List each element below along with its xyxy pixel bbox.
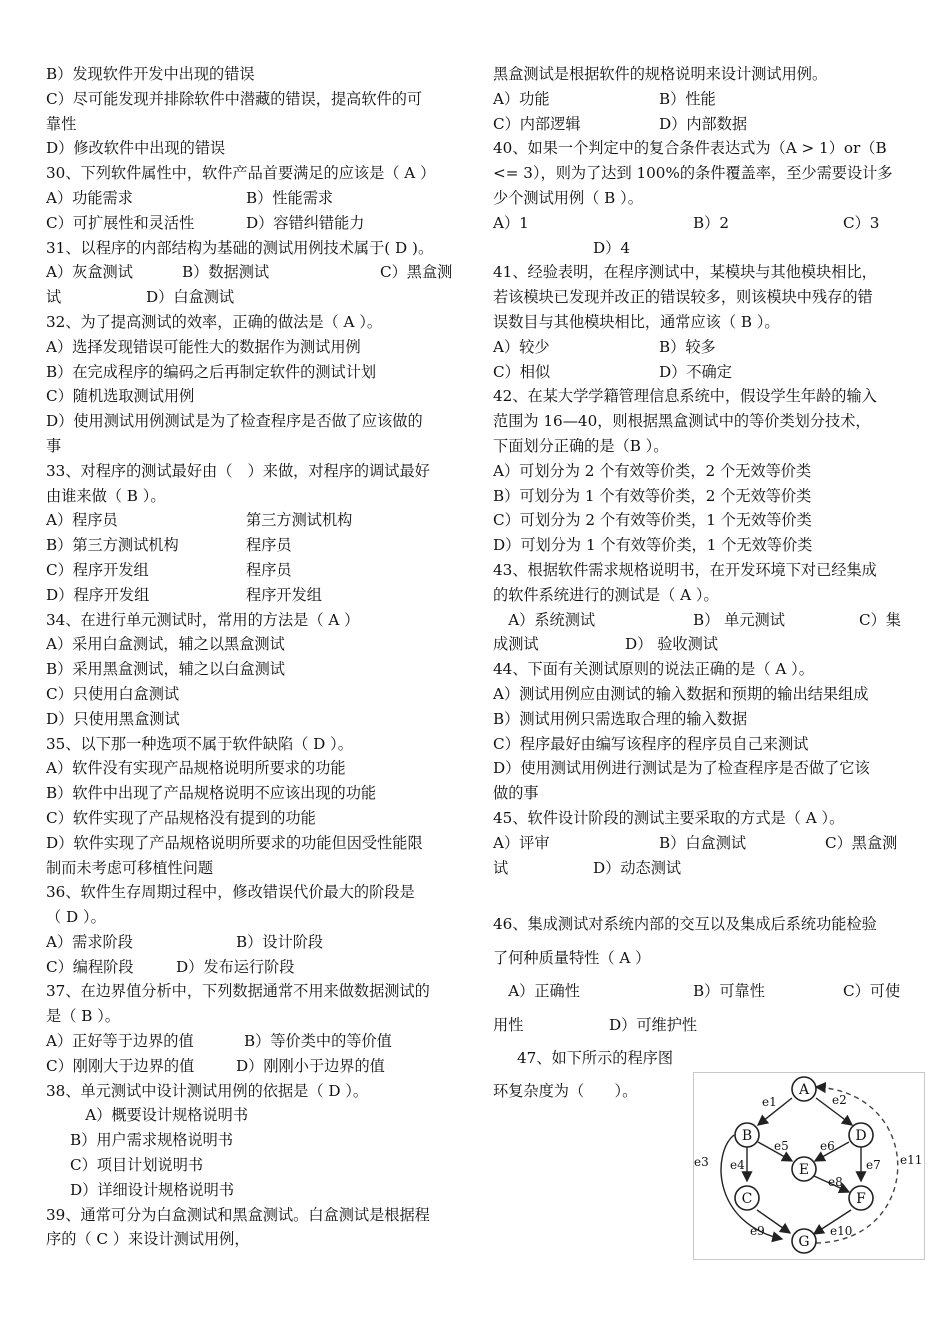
answer-option: A）功能需求 xyxy=(46,188,133,207)
answer-option: A）程序员 xyxy=(46,511,118,530)
answer-options-row xyxy=(493,831,911,856)
text-line: 黑盒测试是根据软件的规格说明来设计测试用例。 xyxy=(493,65,828,83)
text-line: B）在完成程序的编码之后再制定软件的测试计划 xyxy=(46,362,377,381)
text-line: C）项目计划说明书 xyxy=(70,1156,204,1175)
text-line: D）使用测试用例进行测试是为了检查程序是否做了它该 xyxy=(493,759,870,778)
text-line: 42、在某大学学籍管理信息系统中，假设学生年龄的输入 xyxy=(493,387,877,406)
answer-option: D）白盒测试 xyxy=(146,288,235,307)
edge-e7 xyxy=(861,1147,881,1181)
text-line: 35、以下那一种选项不属于软件缺陷（ D ）。 xyxy=(46,734,353,753)
text-line: 做的事 xyxy=(493,784,539,803)
text-line: B）用户需求规格说明书 xyxy=(70,1131,234,1150)
edge-label-e4: e4 xyxy=(730,1158,745,1172)
text-line: 32、为了提高测试的效率，正确的做法是（ A ）。 xyxy=(46,312,383,331)
answer-option: C）刚刚大于边界的值 xyxy=(46,1056,195,1075)
text-line: A）测试用例应由测试的输入数据和预期的输出结果组成 xyxy=(493,684,869,703)
node-b xyxy=(735,1123,759,1147)
answer-option: 第三方测试机构 xyxy=(246,511,353,530)
answer-options-row xyxy=(493,112,911,137)
edge-label-e6: e6 xyxy=(820,1139,835,1153)
answer-option: B）数据测试 xyxy=(182,263,270,282)
text-line: 少个测试用例（ B ）。 xyxy=(493,188,643,207)
answer-option: C）内部逻辑 xyxy=(493,114,581,133)
text-line: D）只使用黑盒测试 xyxy=(46,709,180,728)
edge-label-e3: e3 xyxy=(694,1155,709,1169)
answer-option: D）容错纠错能力 xyxy=(246,213,365,232)
svg-text:A: A xyxy=(798,1082,810,1098)
right-column xyxy=(493,62,911,1116)
text-line: <= 3），则为了达到 100%的条件覆盖率，至少需要设计多 xyxy=(493,164,893,183)
answer-option: C）程序开发组 xyxy=(46,560,149,579)
text-line: 39、通常可分为白盒测试和黑盒测试。白盒测试是根据程 xyxy=(46,1205,430,1224)
text-line: A）采用白盒测试，辅之以黑盒测试 xyxy=(46,635,285,654)
edge-label-e10: e10 xyxy=(830,1224,853,1238)
node-e xyxy=(792,1157,816,1181)
answer-options-row xyxy=(46,211,462,236)
program-graph-svg xyxy=(694,1073,924,1259)
answer-options-row xyxy=(46,1029,462,1054)
q47-line-2: 环复杂度为（ ）。 xyxy=(493,1082,638,1101)
text-line: A）概要设计规格说明书 xyxy=(70,1106,249,1125)
answer-option: A）正确性 xyxy=(493,982,580,1001)
answer-option: C）相似 xyxy=(493,362,551,381)
text-line: C）软件实现了产品规格没有提到的功能 xyxy=(46,808,316,827)
answer-option: 程序员 xyxy=(246,536,292,555)
text-line: C）可划分为 2 个有效等价类，1 个无效等价类 xyxy=(493,511,812,530)
answer-options-row xyxy=(46,260,462,285)
text-line: 靠性 xyxy=(46,114,77,133)
text-line: 了何种质量特性（ A ） xyxy=(493,948,651,967)
answer-option: A）系统测试 xyxy=(493,610,596,629)
q47-line-1: 47、如下所示的程序图 xyxy=(517,1049,674,1068)
svg-text:D: D xyxy=(855,1128,867,1144)
edge-e2 xyxy=(816,1093,852,1125)
text-line: D）使用测试用例测试是为了检查程序是否做了应该做的 xyxy=(46,412,423,431)
answer-option: C）可扩展性和灵活性 xyxy=(46,213,195,232)
answer-options-row xyxy=(493,975,911,1009)
answer-option: D）内部数据 xyxy=(659,114,748,133)
text-line: 是（ B ）。 xyxy=(46,1007,120,1026)
text-line: 36、软件生存周期过程中，修改错误代价最大的阶段是 xyxy=(46,883,415,902)
answer-option: 程序员 xyxy=(246,560,292,579)
answer-option: A）正好等于边界的值 xyxy=(46,1032,194,1051)
text-line: C）程序最好由编写该程序的程序员自己来测试 xyxy=(493,734,809,753)
text-line: 44、下面有关测试原则的说法正确的是（ A ）。 xyxy=(493,660,814,679)
answer-options-row xyxy=(46,558,462,583)
program-graph-figure xyxy=(693,1072,925,1260)
answer-option: 程序开发组 xyxy=(246,585,322,604)
text-line: 31、以程序的内部结构为基础的测试用例技术属于( D )。 xyxy=(46,238,434,257)
text-line: D）软件实现了产品规格说明所要求的功能但因受性能限 xyxy=(46,833,423,852)
answer-option: B）可靠性 xyxy=(693,982,765,1001)
answer-option: 成测试 xyxy=(493,635,539,654)
text-line: B）可划分为 1 个有效等价类，2 个无效等价类 xyxy=(493,486,812,505)
answer-option: D） 验收测试 xyxy=(625,635,718,654)
text-line: 30、下列软件属性中，软件产品首要满足的应该是（ A ） xyxy=(46,164,436,183)
text-line: 的软件系统进行的测试是（ A ）。 xyxy=(493,585,719,604)
text-line: A）选择发现错误可能性大的数据作为测试用例 xyxy=(46,337,361,356)
answer-options-row xyxy=(493,87,911,112)
edge-label-e11: e11 xyxy=(900,1153,923,1167)
answer-option: D）程序开发组 xyxy=(46,585,150,604)
answer-option: D）可维护性 xyxy=(609,1015,698,1034)
answer-option: B）2 xyxy=(693,213,730,232)
text-line: C）只使用白盒测试 xyxy=(46,684,180,703)
answer-options-row xyxy=(493,632,911,657)
answer-options-row xyxy=(493,1009,911,1043)
edge-e1 xyxy=(758,1095,792,1125)
text-line: 37、在边界值分析中，下列数据通常不用来做数据测试的 xyxy=(46,982,430,1001)
answer-option: D）4 xyxy=(593,238,631,257)
answer-option: B）等价类中的等价值 xyxy=(244,1032,392,1051)
answer-option: B）性能需求 xyxy=(246,188,334,207)
edge-e8 xyxy=(814,1175,849,1192)
answer-option: 试 xyxy=(46,288,62,307)
text-line: 事 xyxy=(46,436,62,455)
text-line: 范围为 16—40，则根据黑盒测试中的等价类划分技术， xyxy=(493,412,871,431)
svg-text:C: C xyxy=(741,1191,753,1207)
answer-options-row xyxy=(46,583,462,608)
text-line: 40、如果一个判定中的复合条件表达式为（A > 1）or（B xyxy=(493,139,887,158)
edge-e10 xyxy=(814,1210,852,1238)
svg-text:G: G xyxy=(798,1234,810,1250)
answer-option: D）不确定 xyxy=(659,362,732,381)
answer-option: C）黑盒测 xyxy=(380,263,453,282)
text-line: 38、单元测试中设计测试用例的依据是（ D ）。 xyxy=(46,1081,369,1100)
edge-label-e1: e1 xyxy=(762,1095,777,1109)
node-a xyxy=(792,1077,816,1101)
text-line: 46、集成测试对系统内部的交互以及集成后系统功能检验 xyxy=(493,915,877,934)
answer-option: B）设计阶段 xyxy=(236,932,324,951)
text-line: 41、经验表明，在程序测试中，某模块与其他模块相比， xyxy=(493,263,877,282)
answer-option xyxy=(493,236,593,261)
node-f xyxy=(849,1186,873,1210)
text-line: 若该模块已发现并改正的错误较多，则该模块中残存的错 xyxy=(493,288,873,307)
text-line: （ D ）。 xyxy=(46,908,106,927)
answer-options-row xyxy=(493,335,911,360)
answer-option: D）发布运行阶段 xyxy=(176,957,295,976)
edge-label-e9: e9 xyxy=(750,1224,765,1238)
edge-label-e8: e8 xyxy=(828,1175,843,1189)
answer-option: 试 xyxy=(493,858,509,877)
edge-e9 xyxy=(750,1210,790,1238)
answer-option: A）需求阶段 xyxy=(46,932,133,951)
spacer xyxy=(493,880,911,908)
edge-label-e7: e7 xyxy=(866,1158,881,1172)
answer-option: D）刚刚小于边界的值 xyxy=(236,1056,385,1075)
text-line: C）尽可能发现并排除软件中潜藏的错误，提高软件的可 xyxy=(46,89,423,108)
text-line: 34、在进行单元测试时，常用的方法是（ A ） xyxy=(46,610,360,629)
edge-label-e2: e2 xyxy=(832,1093,847,1107)
answer-option: B）白盒测试 xyxy=(659,833,747,852)
left-column xyxy=(46,62,462,1252)
answer-option: C）黑盒测 xyxy=(825,833,898,852)
answer-options-row xyxy=(493,211,911,236)
edge-e3 xyxy=(694,1135,782,1239)
text-line: 制而未考虑可移植性问题 xyxy=(46,858,214,877)
text-line: A）可划分为 2 个有效等价类，2 个无效等价类 xyxy=(493,461,812,480)
text-line: B）软件中出现了产品规格说明不应该出现的功能 xyxy=(46,784,377,803)
answer-options-row xyxy=(493,360,911,385)
text-line: B）发现软件开发中出现的错误 xyxy=(46,65,255,83)
text-line: D）可划分为 1 个有效等价类，1 个无效等价类 xyxy=(493,536,813,555)
answer-option: B）较多 xyxy=(659,337,716,356)
answer-options-row xyxy=(46,508,462,533)
text-line: 45、软件设计阶段的测试主要采取的方式是（ A ）。 xyxy=(493,808,845,827)
node-g xyxy=(792,1229,816,1253)
text-line: C）随机选取测试用例 xyxy=(46,387,195,406)
answer-option: C）可使 xyxy=(843,982,901,1001)
edge-e6 xyxy=(815,1139,849,1161)
text-line: 由谁来做（ B ）。 xyxy=(46,486,166,505)
answer-options-row xyxy=(46,285,462,310)
text-line: 下面划分正确的是（B ）。 xyxy=(493,436,669,455)
answer-option: C）编程阶段 xyxy=(46,957,134,976)
answer-options-row xyxy=(493,608,911,633)
edge-label-e5: e5 xyxy=(774,1139,789,1153)
node-c xyxy=(735,1186,759,1210)
node-d xyxy=(849,1123,873,1147)
svg-text:E: E xyxy=(798,1162,810,1178)
answer-option: A）评审 xyxy=(493,833,550,852)
text-line: D）修改软件中出现的错误 xyxy=(46,139,226,158)
answer-option: B）第三方测试机构 xyxy=(46,536,179,555)
text-line: 33、对程序的测试最好由（ ）来做，对程序的调试最好 xyxy=(46,461,430,480)
answer-options-row xyxy=(46,186,462,211)
text-line: 序的（ C ）来设计测试用例， xyxy=(46,1230,250,1249)
answer-options-row xyxy=(46,533,462,558)
answer-option: C）3 xyxy=(843,213,880,232)
answer-options-row xyxy=(493,236,911,261)
answer-option: A）较少 xyxy=(493,337,550,356)
answer-option: 用性 xyxy=(493,1015,524,1034)
answer-option: A）灰盒测试 xyxy=(46,263,133,282)
answer-option: A）功能 xyxy=(493,89,550,108)
answer-option: C）集 xyxy=(859,610,901,629)
answer-option: A）1 xyxy=(493,213,529,232)
svg-text:B: B xyxy=(741,1128,753,1144)
answer-options-row xyxy=(46,1054,462,1079)
answer-option: B） 单元测试 xyxy=(693,610,785,629)
answer-options-row xyxy=(46,930,462,955)
answer-option: B）性能 xyxy=(659,89,716,108)
answer-options-row xyxy=(46,955,462,980)
answer-option: D）动态测试 xyxy=(593,858,682,877)
text-line: 误数目与其他模块相比，通常应该（ B ）。 xyxy=(493,312,780,331)
text-line: A）软件没有实现产品规格说明所要求的功能 xyxy=(46,759,346,778)
text-line: 43、根据软件需求规格说明书，在开发环境下对已经集成 xyxy=(493,560,877,579)
text-line: B）测试用例只需选取合理的输入数据 xyxy=(493,709,748,728)
text-line: D）详细设计规格说明书 xyxy=(70,1180,235,1199)
edge-e4 xyxy=(730,1147,747,1181)
text-line: B）采用黑盒测试，辅之以白盒测试 xyxy=(46,660,285,679)
answer-options-row xyxy=(493,856,911,881)
svg-text:F: F xyxy=(856,1191,866,1207)
edge-e5 xyxy=(758,1139,792,1161)
